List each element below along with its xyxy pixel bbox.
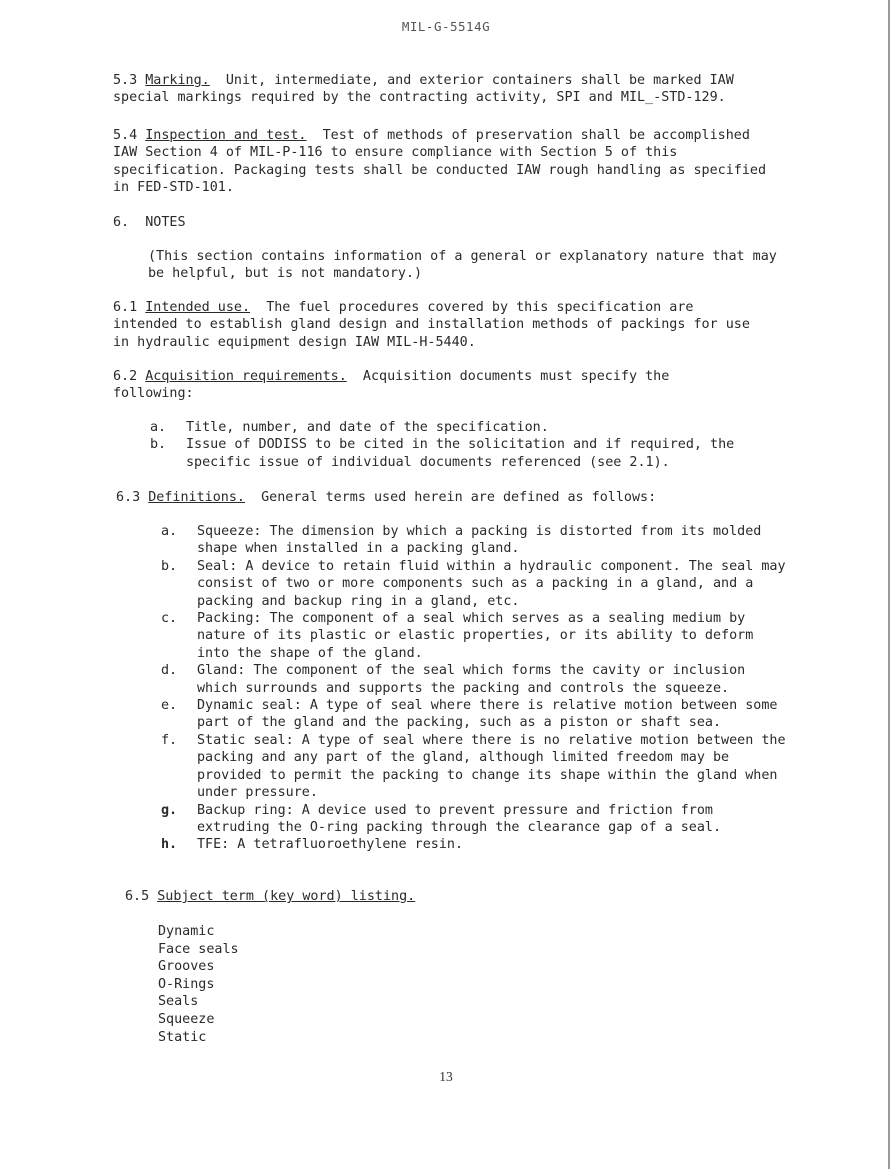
section-body: Unit, intermediate, and exterior containers shall be marked IAW special markings required by the contracting activity, SPI and MIL_-STD-129. [113, 73, 734, 106]
section-title: Definitions. [148, 490, 245, 505]
section-title: Intended use. [145, 300, 251, 315]
section-6-2 [113, 368, 753, 403]
section-title: NOTES [145, 215, 186, 230]
list-item: Static [158, 1029, 207, 1045]
list-letter: h. [161, 837, 178, 853]
list-item [161, 610, 789, 662]
section-number: 6. [113, 215, 130, 230]
list-letter: g. [161, 802, 178, 818]
list-item [161, 697, 789, 732]
list-letter: e. [161, 698, 178, 714]
section-number: 6.3 [116, 490, 141, 505]
list-text: Seal: A device to retain fluid within a hydraulic component. The seal may consist of two or more components such as a packing in a gland, and a packing and backup ring in a gland, etc. [197, 558, 786, 609]
section-title: Marking. [145, 73, 210, 88]
section-number: 6.1 [113, 300, 138, 315]
list-item: Seals [158, 994, 199, 1010]
list-item [161, 836, 789, 853]
list-letter: a. [161, 524, 178, 539]
list-text: Squeeze: The dimension by which a packing is distorted from its molded shape when installed in a packing gland. [197, 524, 762, 557]
list-letter: a. [150, 420, 167, 435]
keyword-list [158, 923, 458, 1046]
list-item [150, 419, 780, 436]
section-6-1 [113, 299, 763, 351]
list-item [161, 802, 789, 837]
list-letter: f. [161, 732, 178, 748]
section-number: 5.4 [113, 128, 138, 143]
section-body: Test of methods of preservation shall be accomplished IAW Section 4 of MIL-P-116 to ensure compliance with Section 5 of this specification. Packaging tests shall be conducted IAW rough handling as specified in FED-STD-101. [113, 128, 767, 196]
list-text: Backup ring: A device used to prevent pressure and friction from extruding the O-ring packing through the clearance gap of a seal. [197, 802, 722, 835]
list-text: Title, number, and date of the specification. [186, 420, 549, 435]
section-6-5 [125, 888, 805, 905]
section-number: 6.5 [125, 889, 150, 904]
acquisition-list [150, 419, 780, 471]
list-text: Static seal: A type of seal where there is no relative motion between the packing and any part of the gland, although limited freedom may be provided to permit the packing to change its shape within the gland when under pressure. [197, 732, 786, 801]
document-header: MIL-G-5514G [401, 19, 491, 34]
list-text: TFE: A tetrafluoroethylene resin. [197, 837, 464, 853]
definitions-list [161, 523, 789, 854]
section-6 [113, 214, 793, 231]
page-number: 13 [439, 1069, 453, 1084]
list-item: Grooves [158, 959, 215, 975]
list-item [161, 523, 789, 558]
list-letter: b. [150, 437, 167, 453]
list-item: O-Rings [158, 976, 215, 992]
section-body: The fuel procedures covered by this specification are intended to establish gland design and installation methods of packings for use in hydraulic equipment design IAW MIL-H-5440. [113, 300, 750, 350]
section-5-4 [113, 127, 781, 197]
section-title: Acquisition requirements. [145, 369, 347, 384]
list-text: Gland: The component of the seal which forms the cavity or inclusion which surrounds and supports the packing and controls the squeeze. [197, 663, 746, 696]
list-item [150, 436, 780, 471]
section-number: 5.3 [113, 73, 138, 88]
section-5-3 [113, 72, 793, 107]
section-title: Subject term (key word) listing. [157, 889, 416, 904]
section-body: General terms used herein are defined as follows: [261, 490, 657, 505]
section-number: 6.2 [113, 369, 138, 384]
section-body: Acquisition documents must specify the following: [113, 369, 670, 402]
list-text: Packing: The component of a seal which serves as a sealing medium by nature of its plastic or elastic properties, or its ability to deform into the shape of the gland. [197, 611, 754, 661]
list-item [161, 558, 789, 610]
list-letter: d. [161, 663, 178, 679]
list-letter: c. [161, 611, 178, 627]
scan-edge [888, 0, 890, 1169]
section-6-3 [116, 489, 796, 506]
list-item [161, 662, 789, 697]
list-text: Dynamic seal: A type of seal where there is relative motion between some part of the gland and the packing, such as a piston or shaft sea. [197, 698, 778, 731]
section-title: Inspection and test. [145, 128, 307, 143]
list-item: Face seals [158, 941, 239, 957]
list-item: Dynamic [158, 924, 215, 939]
list-item [161, 732, 789, 802]
list-letter: b. [161, 558, 178, 574]
list-item: Squeeze [158, 1011, 215, 1027]
notes-disclaimer: (This section contains information of a general or explanatory nature that may be helpful, but is not mandatory.) [148, 249, 777, 282]
list-text: Issue of DODISS to be cited in the solicitation and if required, the specific issue of individual documents referenced (see 2.1). [186, 437, 735, 470]
